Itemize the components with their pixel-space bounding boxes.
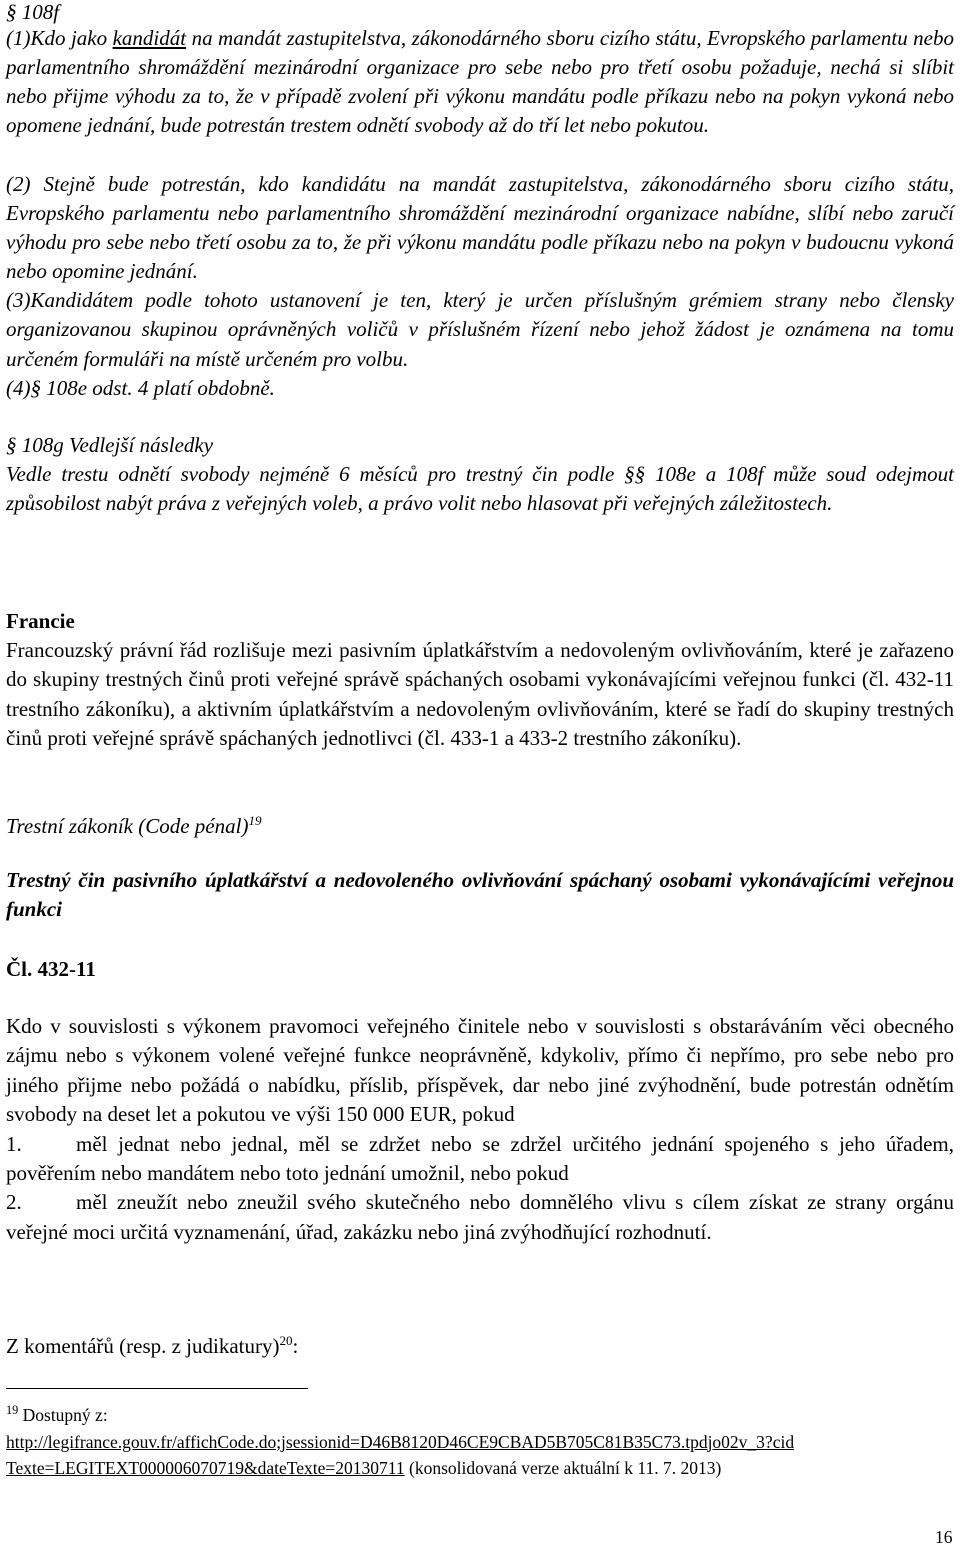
section-108f-paragraph-2: (2) Stejně bude potrestán, kdo kandidátu na mandát zastupitelstva, zákonodárného sboru cizího státu, Evropského parlamentu nebo parlamentního shromáždění mezinárodní organizace nabídne, slíbí nebo zaručí výhodu pro sebe nebo třetí osobu za to, že při výkonu mandátu podle příkazu nebo na pokyn v budoucnu vykoná nebo opomine jednání. — [6, 172, 954, 284]
p1-text-before: (1)Kdo jako — [6, 26, 113, 50]
article-item-text: měl zneužít nebo zneužil svého skutečného nebo domnělého vlivu s cílem získat ze strany orgánu veřejné moci určitá vyznamenání, úřad, zakázku nebo jiná zvýhodňující rozhodnutí. — [6, 1190, 954, 1244]
footnote-url-line-2 — [6, 1455, 960, 1482]
p1-underlined-word: kandidát — [112, 26, 187, 50]
article-item-2 — [6, 1188, 954, 1247]
article-item-1 — [6, 1130, 954, 1189]
article-intro: Kdo v souvislosti s výkonem pravomoci veřejného činitele nebo v souvislosti s obstaráváním věci obecného zájmu nebo s výkonem volené veřejné funkce neoprávněně, kdykoliv, přímo či nepřímo, pro sebe nebo pro jiného přijme nebo požádá o nabídku, příslib, příspěvek, dar nebo jiné zvýhodnění, bude potrestán odnětím svobody na deset let a pokutou ve výši 150 000 EUR, pokud — [6, 1014, 954, 1127]
page-number: 16 — [935, 1527, 953, 1547]
commentary-text: Z komentářů (resp. z judikatury) — [6, 1334, 280, 1358]
article-item-number: 1. — [6, 1131, 22, 1156]
commentary-colon: : — [292, 1334, 299, 1358]
article-body — [6, 1012, 954, 1247]
footnote-19 — [6, 1402, 960, 1482]
footnote-url-line-1 — [6, 1429, 960, 1456]
francie-heading: Francie — [6, 609, 75, 633]
code-penal-title — [6, 811, 261, 841]
p1-text-after: na mandát zastupitelstva, zákonodárného sboru cizího státu, Evropského parlamentu nebo parlamentního shromáždění mezinárodní organizace pro sebe nebo pro třetí osobu požaduje, nechá si slíbit nebo přijme výhodu za to, že v případě zvolení při výkonu mandátu podle příkazu nebo na pokyn vykoná nebo opomene jednání, bude potrestán trestem odnětí svobody až do tří let nebo pokutou. — [6, 26, 954, 138]
footnote-link-part-2[interactable]: Texte=LEGITEXT000006070719&dateTexte=20130711 — [6, 1458, 405, 1478]
section-108f-title: § 108f — [6, 0, 60, 24]
francie-body: Francouzský právní řád rozlišuje mezi pasivním úplatkářstvím a nedovoleným ovlivňováním, které je zařazeno do skupiny trestných činů proti veřejné správě spáchaných osobami vykonávajícími veřejnou funkci (čl. 432-11 trestního zákoníku), a aktivním úplatkářstvím a nedovoleným ovlivňováním, které se řadí do skupiny trestných činů proti veřejné správě spáchaných jednotlivci (čl. 433-1 a 433-2 trestního zákoníku). — [6, 638, 954, 751]
section-108f-paragraph-3: (3)Kandidátem podle tohoto ustanovení je ten, který je určen příslušným grémiem strany nebo člensky organizovanou skupinou oprávněných voličů v příslušném řízení nebo jehož žádost je oznámena na tomu určeném formuláři na místě určeném pro volbu. — [6, 288, 954, 371]
commentary-heading — [6, 1331, 298, 1361]
section-108f-paragraph-1 — [6, 24, 954, 140]
footnote-link-part-1[interactable]: http://legifrance.gouv.fr/affichCode.do;jsessionid=D46B8120D46CE9CBAD5B705C81B35C73.tpdjo02v_3?cid — [6, 1431, 795, 1452]
footnote-label-line — [6, 1402, 960, 1429]
section-108g-body: Vedle trestu odnětí svobody nejméně 6 měsíců pro trestný čin podle §§ 108e a 108f může soud odejmout způsobilost nabýt práva z veřejných voleb, a právo volit nebo hlasovat při veřejných záležitostech. — [6, 462, 954, 516]
footnote-label: Dostupný z: — [18, 1405, 108, 1425]
section-108g-title: § 108g Vedlejší následky — [6, 433, 214, 457]
footnote-after-url: (konsolidovaná verze aktuální k 11. 7. 2013) — [404, 1458, 722, 1478]
offence-heading: Trestný čin pasivního úplatkářství a nedovoleného ovlivňování spáchaný osobami vykonávajícími veřejnou funkci — [6, 868, 954, 922]
footnote-ref-19[interactable]: 19 — [248, 813, 262, 828]
footnote-ref-20[interactable]: 20 — [279, 1333, 293, 1348]
footnote-separator — [6, 1388, 308, 1389]
footnote-number: 19 — [6, 1403, 19, 1418]
article-item-number: 2. — [6, 1190, 22, 1215]
section-108f-paragraph-4: (4)§ 108e odst. 4 platí obdobně. — [6, 376, 275, 400]
article-item-text: měl jednat nebo jednal, měl se zdržet nebo se zdržel určitého jednání spojeného s jeho úřadem, pověřením nebo mandátem nebo toto jednání umožnil, nebo pokud — [6, 1131, 954, 1186]
code-penal-title-text: Trestní zákoník (Code pénal) — [6, 814, 249, 838]
article-heading: Čl. 432-11 — [6, 957, 96, 981]
